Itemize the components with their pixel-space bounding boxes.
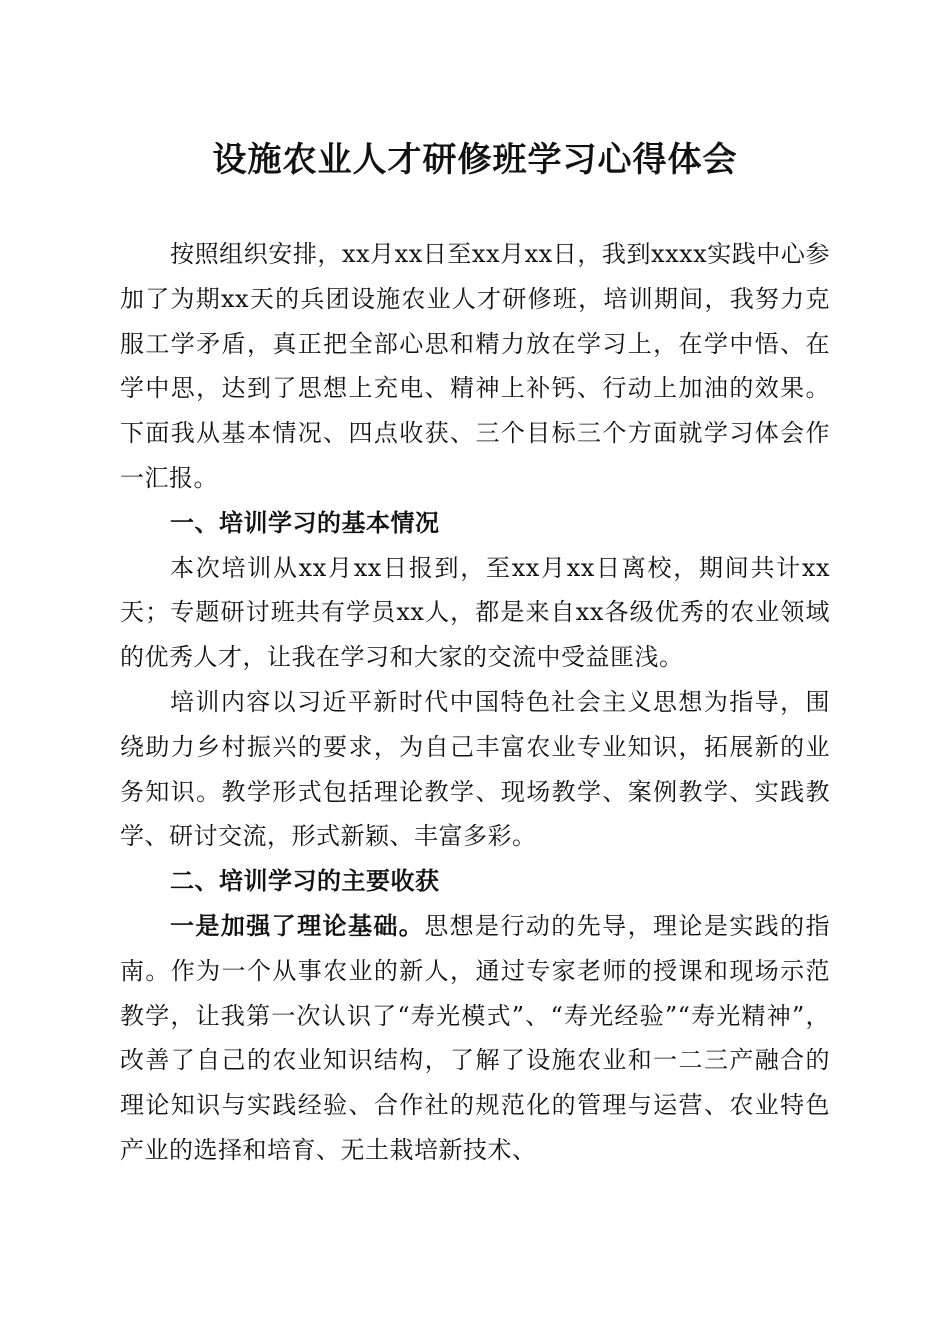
section1-paragraph: 培训内容以习近平新时代中国特色社会主义思想为指导，围绕助力乡村振兴的要求，为自己丰富农业专业知识，拓展新的业务知识。教学形式包括理论教学、现场教学、案例教学、实践教学、研讨交流，形式新颖、丰富多彩。 (120, 687, 830, 851)
section1-paragraph: 本次培训从xx月xx日报到，至xx月xx日离校，期间共计xx天；专题研讨班共有学员xx人，都是来自xx各级优秀的农业领域的优秀人才，让我在学习和大家的交流中受益匪浅。 (120, 553, 830, 672)
section-heading-main-gains: 二、培训学习的主要收获 (170, 867, 440, 896)
document-body (120, 232, 830, 1173)
document-title: 设施农业人才研修班学习心得体会 (212, 140, 738, 180)
section-heading-basic-situation: 一、培训学习的基本情况 (170, 508, 440, 537)
item-lead-text: 一是加强了理论基础。 (170, 911, 425, 940)
section2-item-paragraph (120, 904, 830, 1173)
item-body-text: 思想是行动的先导，理论是实践的指南。作为一个从事农业的新人，通过专家老师的授课和现场示范教学，让我第一次认识了“寿光模式”、“寿光经验”“寿光精神”，改善了自己的农业知识结构，了解了设施农业和一二三产融合的理论知识与实践经验、合作社的规范化的管理与运营、农业特色产业的选择和培育、无土栽培新技术、 (120, 911, 831, 1164)
intro-paragraph: 按照组织安排，xx月xx日至xx月xx日，我到xxxx实践中心参加了为期xx天的兵团设施农业人才研修班，培训期间，我努力克服工学矛盾，真正把全部心思和精力放在学习上，在学中悟、在学中思，达到了思想上充电、精神上补钙、行动上加油的效果。下面我从基本情况、四点收获、三个目标三个方面就学习体会作一汇报。 (120, 240, 830, 492)
